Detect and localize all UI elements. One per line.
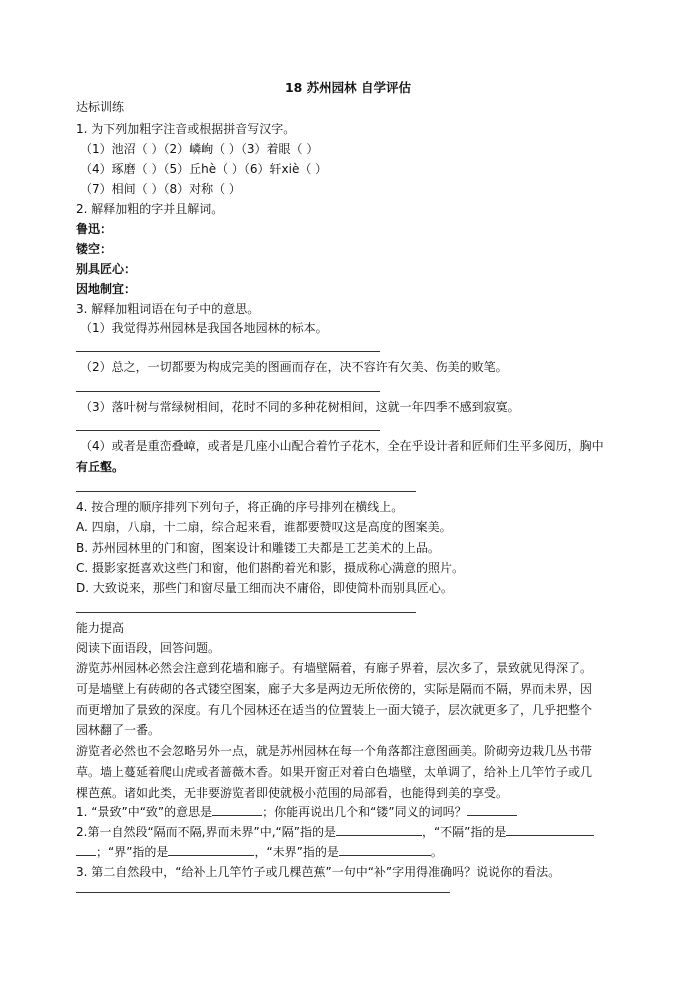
answer-blank[interactable]: [506, 824, 594, 836]
question-4-sentence-a: A. 四扇，八扇，十二扇，综合起来看，谁都要赞叹这是高度的图案美。: [76, 520, 452, 534]
reading-prompt: 阅读下面语段，回答问题。: [76, 641, 221, 655]
reading-question-1-part-a: 1. “景致”中“致”的意思是: [76, 805, 213, 819]
passage-2-line: 棵芭蕉。诸如此类，无非要游览者即使就极小范围的局部看，也能得到美的享受。: [76, 786, 509, 800]
question-2-item-4: 因地制宜：: [76, 282, 137, 296]
answer-line: [76, 491, 416, 492]
question-3-sentence-4b: 有丘壑。: [76, 460, 125, 474]
answer-blank[interactable]: [76, 844, 96, 856]
answer-blank[interactable]: [168, 844, 254, 856]
reading-question-2-part-e: 。: [430, 845, 443, 859]
question-1-row-2: （4）琢磨（ ）（5）丘hè（ ）（6）轩xiè（ ）: [80, 162, 328, 176]
reading-question-3: 3. 第二自然段中，“给补上几竿竹子或几棵芭蕉”一句中“补”字用得准确吗？说说你的看法。: [76, 865, 561, 879]
reading-question-1: [76, 804, 517, 820]
question-2-prompt: 2. 解释加粗的字并且解词。: [76, 202, 224, 216]
question-2-item-1: 鲁迅：: [76, 222, 113, 236]
reading-question-1-part-b: ；你能再说出几个和“镂”同义的词吗？: [262, 805, 467, 819]
question-1-row-1: （1）池沼（ ）（2）嶙峋（ ）（3）着眼（ ）: [80, 142, 319, 156]
question-3-sentence-1: （1）我觉得苏州园林是我国各地园林的标本。: [80, 321, 328, 335]
question-4-sentence-b: B. 苏州园林里的门和窗，图案设计和雕镂工夫都是工艺美术的上品。: [76, 541, 440, 555]
passage-1-line: 而更增加了景致的深度。有几个园林还在适当的位置装上一面大镜子，层次就更多了，几乎把整个: [76, 703, 593, 717]
answer-blank[interactable]: [467, 804, 517, 816]
reading-question-2-part-c: ；“界”指的是: [96, 845, 169, 859]
answer-line: [76, 612, 416, 613]
question-1-row-3: （7）相间（ ）（8）对称（ ）: [80, 182, 241, 196]
answer-line: [76, 351, 380, 352]
question-3-prompt: 3. 解释加粗词语在句子中的意思。: [76, 302, 260, 316]
passage-2-line: 草。墙上蔓延着爬山虎或者蔷薇木香。如果开窗正对着白色墙壁，太单调了，给补上几竿竹子或几: [76, 765, 593, 779]
question-4-sentence-c: C. 摄影家挺喜欢这些门和窗，他们斟酌着光和影，摄成称心满意的照片。: [76, 561, 465, 575]
answer-line: [76, 391, 380, 392]
answer-blank[interactable]: [336, 824, 422, 836]
reading-question-2: [76, 824, 594, 840]
question-3-sentence-2: （2）总之，一切都要为构成完美的图画而存在，决不容许有欠美、伤美的败笔。: [80, 360, 508, 374]
answer-line: [76, 892, 450, 893]
reading-question-2-part-d: ，“未界”指的是: [254, 845, 339, 859]
question-4-sentence-d: D. 大致说来，那些门和窗尽量工细而决不庸俗，即使简朴而别具匠心。: [76, 581, 453, 595]
passage-2-line: 游览者必然也不会忽略另外一点，就是苏州园林在每一个角落都注意图画美。阶砌旁边栽几丛书带: [76, 744, 593, 758]
question-1-prompt: 1. 为下列加粗字注音或根据拼音写汉字。: [76, 122, 296, 136]
answer-blank[interactable]: [212, 804, 262, 816]
section-heading-ability: 能力提高: [76, 621, 125, 635]
answer-blank[interactable]: [339, 844, 431, 856]
question-4-prompt: 4. 按合理的顺序排列下列句子，将正确的序号排列在横线上。: [76, 500, 404, 514]
page-title: 18 苏州园林 自学评估: [284, 80, 412, 95]
reading-question-2-part-b: ，“不隔”指的是: [421, 825, 507, 839]
question-2-item-2: 镂空：: [76, 242, 113, 256]
answer-line: [76, 430, 380, 431]
passage-1-line: 可是墙壁上有砖砌的各式镂空图案，廊子大多是两边无所依傍的，实际是隔而不隔，界而未界，因: [76, 682, 593, 696]
reading-question-2-cont: [76, 844, 443, 860]
passage-1-line: 游览苏州园林必然会注意到花墙和廊子。有墙壁隔着，有廊子界着，层次多了，景致就见得深了。: [76, 661, 593, 675]
question-3-sentence-4a: （4）或者是重峦叠嶂，或者是几座小山配合着竹子花木，全在乎设计者和匠师们生平多阅历，胸中: [80, 439, 604, 453]
question-3-sentence-3: （3）落叶树与常绿树相间，花时不同的多种花树相间，这就一年四季不感到寂寞。: [80, 400, 520, 414]
question-2-item-3: 别具匠心：: [76, 262, 137, 276]
reading-question-2-part-a: 2.第一自然段“隔而不隔,界而未界”中,“隔”指的是: [76, 825, 336, 839]
section-heading-drill: 达标训练: [76, 100, 125, 114]
passage-1-line: 园林翻了一番。: [76, 723, 161, 737]
